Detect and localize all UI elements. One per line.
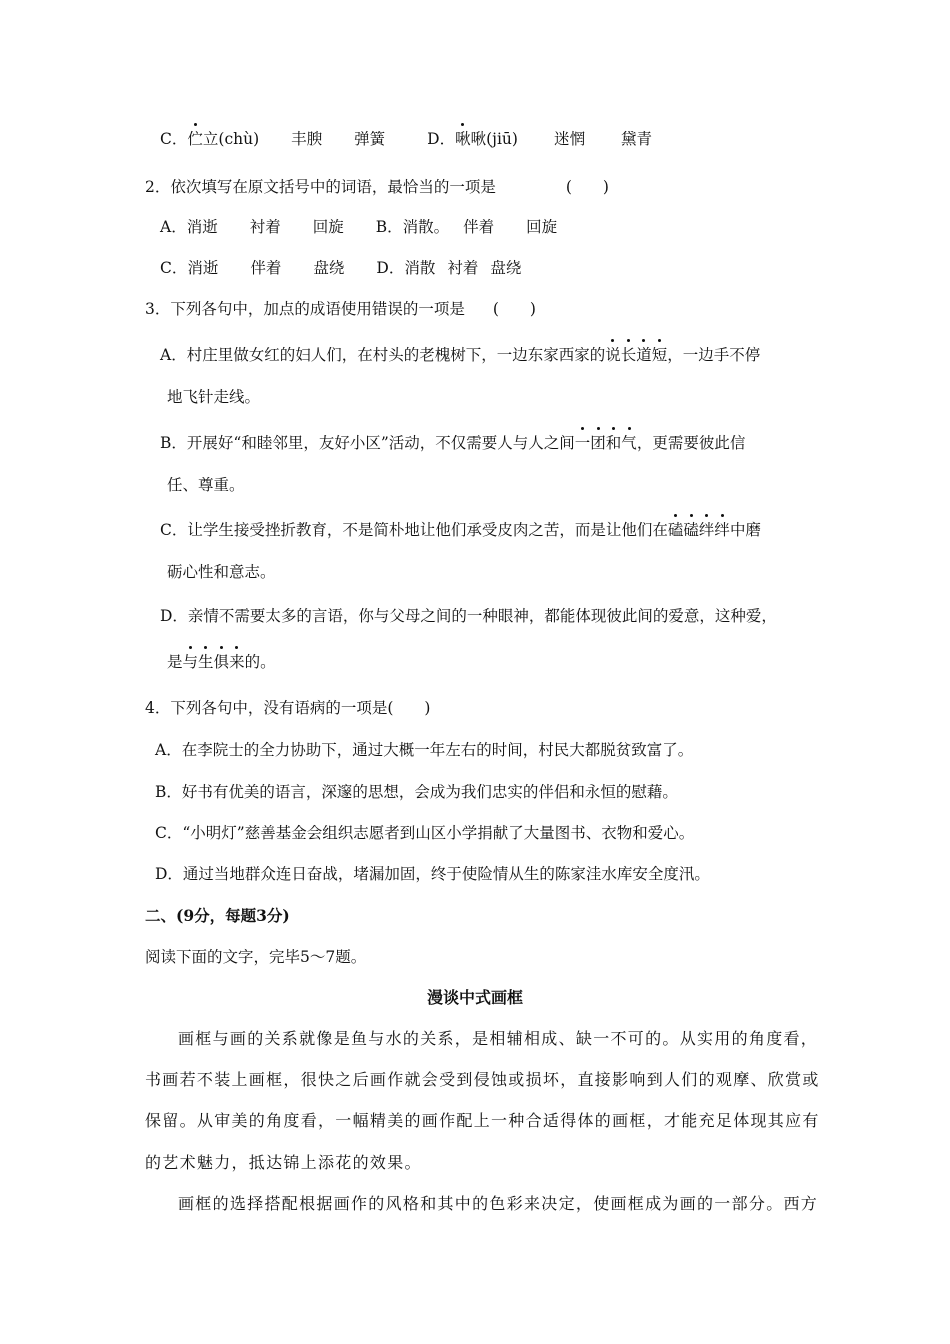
- q3-option-c: [160, 520, 761, 540]
- dotted-char: 说: [605, 346, 621, 364]
- dotted-char: 团: [590, 434, 606, 452]
- passage-line: 书画若不装上画框，很快之后画作就会受到侵蚀或损坏，直接影响到人们的观摩、欣赏或: [145, 1070, 820, 1089]
- q4-option-d: D．通过当地群众连日奋战，堵漏加固，终于使险情从生的陈家洼水库安全度汛。: [155, 865, 710, 883]
- q4-option-c: C．“小明灯”慈善基金会组织志愿者到山区小学捐献了大量图书、衣物和爱心。: [155, 824, 695, 842]
- q1-word: 弹簧: [354, 130, 386, 148]
- q2-options-ab: [160, 217, 557, 237]
- dotted-char: 来: [229, 653, 245, 671]
- option-word: A．消逝: [160, 218, 218, 236]
- dotted-char: 道: [636, 346, 652, 364]
- q1-label-c: C．: [160, 130, 188, 148]
- q1-word: 迷惘: [553, 130, 585, 148]
- q3-option-a: [160, 345, 760, 365]
- q1-word: 丰腴: [291, 130, 323, 148]
- q3-stem: [145, 299, 536, 319]
- q1-word: 立(chù): [202, 130, 260, 148]
- option-text: C．让学生接受挫折教育，不是简朴地让他们承受皮肉之苦，而是让他们在: [160, 521, 668, 539]
- option-text: B．开展好“和睦邻里，友好小区”活动，不仅需要人与人之间: [160, 434, 575, 452]
- q4-stem: 4．下列各句中，没有语病的一项是( ): [145, 699, 431, 717]
- passage-line: 的艺术魅力，抵达锦上添花的效果。: [145, 1153, 422, 1172]
- passage-title: 漫谈中式画框: [426, 988, 523, 1007]
- dotted-char: 磕: [683, 521, 699, 539]
- option-word: B．消散。: [375, 218, 450, 236]
- option-text: A．村庄里做女红的妇人们，在村头的老槐树下，一边东家西家的: [160, 346, 606, 364]
- q3-option-b-cont: 任、尊重。: [167, 476, 245, 494]
- option-word: 衬着: [447, 259, 479, 277]
- q1-label-d: D．: [427, 130, 456, 148]
- q1-option-cd: [160, 129, 652, 149]
- q4-option-a: A．在李院士的全力协助下，通过大概一年左右的时间，村民大都脱贫致富了。: [155, 741, 694, 759]
- option-text: ，更需要彼此信: [636, 434, 746, 452]
- passage-line: 保留。从审美的角度看，一幅精美的画作配上一种合适得体的画框，才能充足体现其应有: [145, 1111, 820, 1130]
- dotted-char: 伫: [187, 130, 203, 148]
- passage-line: 画框与画的关系就像是鱼与水的关系，是相辅相成、缺一不可的。从实用的角度看，: [178, 1029, 819, 1048]
- option-word: 伴着: [250, 259, 282, 277]
- option-text: 中磨: [729, 521, 761, 539]
- q3-option-d: D．亲情不需要太多的言语，你与父母之间的一种眼神，都能体现彼此间的爱意，这种爱，: [160, 607, 777, 625]
- q1-word: 啾(jiū): [470, 130, 518, 148]
- q3-option-b: [160, 433, 745, 453]
- dotted-char: 俱: [213, 653, 230, 671]
- dotted-char: 绊: [714, 521, 730, 539]
- answer-paren: ( ): [492, 300, 536, 318]
- q2-options-cd: [160, 258, 521, 278]
- option-text: 是: [167, 653, 183, 671]
- dotted-char: 生: [198, 653, 214, 671]
- dotted-char: 与: [182, 653, 199, 671]
- section-intro: 阅读下面的文字，完毕5～7题。: [145, 948, 367, 966]
- option-word: 盘绕: [490, 259, 522, 277]
- q2-stem: [145, 177, 609, 197]
- dotted-char: 磕: [667, 521, 684, 539]
- q1-word: 黛青: [620, 130, 652, 148]
- option-word: 盘绕: [313, 259, 345, 277]
- option-text: 的。: [244, 653, 276, 671]
- q3-option-c-cont: 砺心性和意志。: [167, 563, 276, 581]
- dotted-char: 长: [620, 346, 637, 364]
- dotted-char: 绊: [698, 521, 715, 539]
- option-text: ，一边手不停: [667, 346, 761, 364]
- option-word: 回旋: [526, 218, 558, 236]
- option-word: D．消散: [376, 259, 436, 277]
- dotted-char: 短: [651, 346, 668, 364]
- dotted-char: 和: [605, 434, 622, 452]
- dotted-char: 气: [621, 434, 637, 452]
- question-text: 3．下列各句中，加点的成语使用错误的一项是: [145, 300, 465, 318]
- option-word: C．消逝: [160, 259, 219, 277]
- q3-option-d-cont: [167, 652, 276, 672]
- dotted-char: 啾: [455, 130, 471, 148]
- section-heading: 二、(9分，每题3分): [145, 906, 290, 925]
- option-word: 衬着: [249, 218, 281, 236]
- option-word: 伴着: [463, 218, 495, 236]
- q3-option-a-cont: 地飞针走线。: [167, 388, 261, 406]
- question-text: 2．依次填写在原文括号中的词语，最恰当的一项是: [145, 178, 496, 196]
- passage-line: 画框的选择搭配根据画作的风格和其中的色彩来决定，使画框成为画的一部分。西方: [178, 1194, 819, 1213]
- answer-paren: ( ): [565, 178, 609, 196]
- q4-option-b: B．好书有优美的语言，深邃的思想，会成为我们忠实的伴侣和永恒的慰藉。: [155, 783, 678, 801]
- dotted-char: 一: [574, 434, 591, 452]
- option-word: 回旋: [312, 218, 344, 236]
